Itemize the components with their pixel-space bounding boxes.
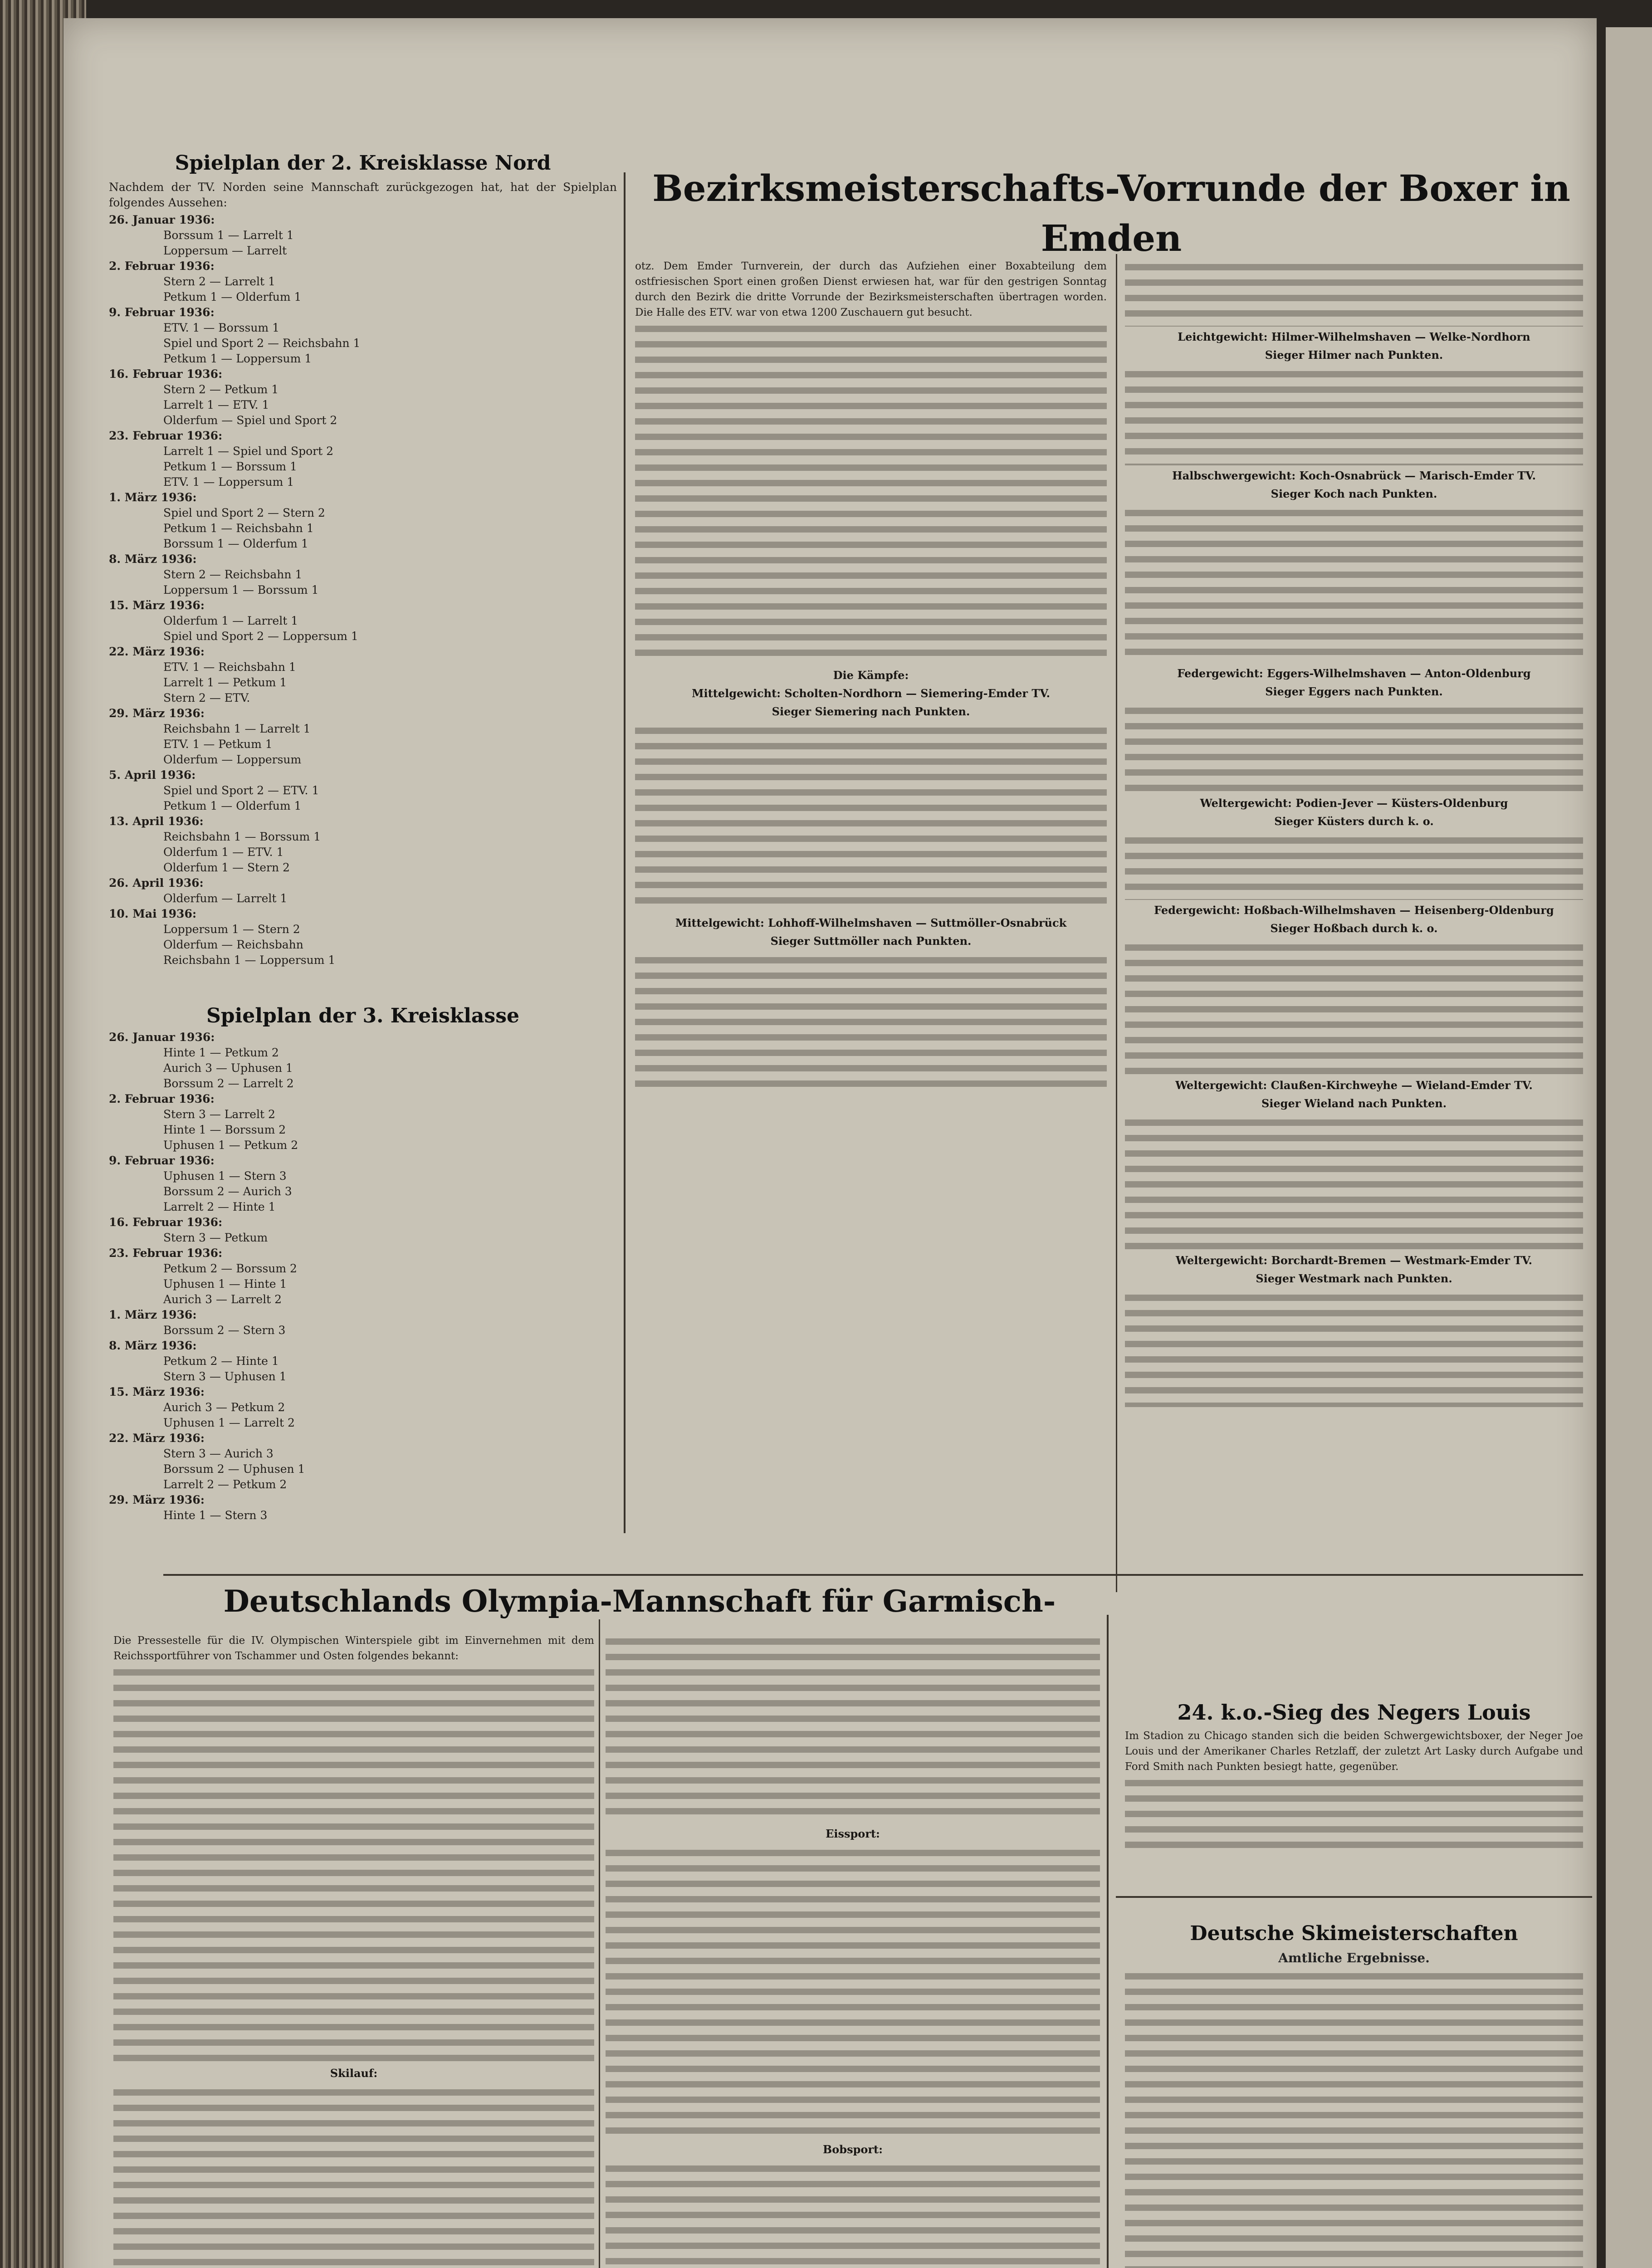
olympia-bobsport-list bbox=[606, 2160, 1100, 2268]
fixture: Olderfum 1 — Stern 2 bbox=[163, 861, 290, 874]
fixture: Larrelt 1 — Spiel und Sport 2 bbox=[163, 445, 334, 458]
round-date: 1. März 1936: bbox=[109, 1308, 197, 1321]
round-date: 22. März 1936: bbox=[109, 1432, 205, 1445]
fixture: Stern 3 — Petkum bbox=[163, 1231, 268, 1244]
fixture: Reichsbahn 1 — Borssum 1 bbox=[163, 830, 321, 843]
fixture: Borssum 2 — Uphusen 1 bbox=[163, 1462, 305, 1476]
ski-title: Deutsche Skimeisterschaften bbox=[1190, 1922, 1518, 1945]
fixture: Uphusen 1 — Stern 3 bbox=[163, 1169, 287, 1183]
bout-result: Sieger Eggers nach Punkten. bbox=[1265, 685, 1443, 698]
fixture: Aurich 3 — Uphusen 1 bbox=[163, 1061, 293, 1075]
olympia-header bbox=[163, 1579, 1116, 1628]
boxing-column-left bbox=[635, 259, 1107, 1565]
round-date: 15. März 1936: bbox=[109, 599, 205, 612]
fixture: ETV. 1 — Petkum 1 bbox=[163, 738, 273, 751]
round-date: 13. April 1936: bbox=[109, 815, 204, 828]
bout-report bbox=[1125, 702, 1583, 793]
fixture: Petkum 1 — Olderfum 1 bbox=[163, 799, 302, 812]
round-date: 2. Februar 1936: bbox=[109, 259, 215, 273]
fixture: Olderfum 1 — ETV. 1 bbox=[163, 846, 284, 859]
column-rule bbox=[1107, 1615, 1109, 2268]
olympia-intro: Die Pressestelle für die IV. Olympischen Winterspiele gibt im Einvernehmen mit dem Reichssportführer von Tschammer und Osten folgendes bekannt: bbox=[113, 1635, 594, 1662]
bout-class: Mittelgewicht: Scholten-Nordhorn — Siemering-Emder TV. bbox=[691, 687, 1051, 700]
round-date: 16. Februar 1936: bbox=[109, 1216, 223, 1229]
fixture: Spiel und Sport 2 — Stern 2 bbox=[163, 506, 325, 519]
bout-class: Halbschwergewicht: Koch-Osnabrück — Marisch-Emder TV. bbox=[1172, 469, 1536, 482]
fixture: Hinte 1 — Borssum 2 bbox=[163, 1123, 286, 1136]
louis-text-rest bbox=[1125, 1774, 1583, 1856]
fixture: Petkum 1 — Olderfum 1 bbox=[163, 290, 302, 303]
fixture: Aurich 3 — Larrelt 2 bbox=[163, 1293, 282, 1306]
fixture: Uphusen 1 — Larrelt 2 bbox=[163, 1416, 295, 1429]
round-date: 1. März 1936: bbox=[109, 491, 197, 504]
bout-report bbox=[1125, 939, 1583, 1075]
olympia-column-middle bbox=[606, 1633, 1100, 2268]
bout-class: Weltergewicht: Claußen-Kirchweyhe — Wieland-Emder TV. bbox=[1175, 1079, 1533, 1092]
round-date: 29. März 1936: bbox=[109, 1493, 205, 1506]
round-date: 8. März 1936: bbox=[109, 552, 197, 566]
fixture: Spiel und Sport 2 — ETV. 1 bbox=[163, 784, 319, 797]
round-date: 10. Mai 1936: bbox=[109, 907, 197, 920]
fixture: Borssum 2 — Aurich 3 bbox=[163, 1185, 292, 1198]
fixture: Borssum 1 — Olderfum 1 bbox=[163, 537, 308, 550]
fixture: Olderfum — Loppersum bbox=[163, 753, 302, 766]
bout-class: Weltergewicht: Borchardt-Bremen — Westmark-Emder TV. bbox=[1175, 1254, 1533, 1267]
bout-class: Leichtgewicht: Hilmer-Wilhelmshaven — Welke-Nordhorn bbox=[1178, 330, 1530, 343]
bout-class: Federgewicht: Eggers-Wilhelmshaven — Anton-Oldenburg bbox=[1177, 667, 1531, 680]
round-date: 26. Januar 1936: bbox=[109, 1031, 215, 1044]
fixture: ETV. 1 — Reichsbahn 1 bbox=[163, 660, 296, 674]
olympia-bobsport-heading: Bobsport: bbox=[823, 2143, 883, 2156]
fixture: Hinte 1 — Stern 3 bbox=[163, 1509, 268, 1522]
fixture: ETV. 1 — Borssum 1 bbox=[163, 321, 279, 334]
fixture: Stern 2 — Larrelt 1 bbox=[163, 275, 275, 288]
fixture: Petkum 2 — Borssum 2 bbox=[163, 1262, 297, 1275]
round-date: 23. Februar 1936: bbox=[109, 1246, 223, 1260]
bout-report bbox=[635, 952, 1107, 1088]
fixture: Olderfum — Reichsbahn bbox=[163, 938, 303, 951]
bout-report bbox=[1125, 1114, 1583, 1250]
bout-result: Sieger Westmark nach Punkten. bbox=[1256, 1272, 1452, 1285]
olympia-column-left bbox=[113, 1633, 594, 2268]
bout-result: Sieger Siemering nach Punkten. bbox=[772, 705, 970, 718]
fixture: Loppersum 1 — Stern 2 bbox=[163, 923, 300, 936]
ski-subtitle: Amtliche Ergebnisse. bbox=[1278, 1950, 1430, 1965]
round-date: 29. März 1936: bbox=[109, 707, 205, 720]
section-rule bbox=[1116, 1896, 1592, 1898]
fixture: Stern 2 — ETV. bbox=[163, 691, 250, 704]
fixture: Borssum 1 — Larrelt 1 bbox=[163, 229, 294, 242]
fixture: Borssum 2 — Stern 3 bbox=[163, 1324, 286, 1337]
ski-article bbox=[1125, 1919, 1583, 2268]
round-date: 26. April 1936: bbox=[109, 876, 204, 890]
olympia-eissport-list bbox=[606, 1844, 1100, 2139]
fixture: Olderfum — Larrelt 1 bbox=[163, 892, 288, 905]
fixture: Aurich 3 — Petkum 2 bbox=[163, 1401, 285, 1414]
fixture: Loppersum 1 — Borssum 1 bbox=[163, 583, 319, 596]
round-date: 2. Februar 1936: bbox=[109, 1092, 215, 1105]
schedule-2-kreisklasse bbox=[109, 150, 617, 1002]
fixture: Stern 3 — Larrelt 2 bbox=[163, 1108, 275, 1121]
schedule-2-rounds bbox=[109, 212, 617, 968]
round-date: 22. März 1936: bbox=[109, 645, 205, 658]
bout-report bbox=[1125, 832, 1583, 900]
fixture: Olderfum 1 — Larrelt 1 bbox=[163, 614, 298, 627]
round-date: 16. Februar 1936: bbox=[109, 367, 223, 381]
fixture: ETV. 1 — Loppersum 1 bbox=[163, 475, 294, 489]
column-rule bbox=[624, 172, 626, 1533]
olympia-eissport-heading: Eissport: bbox=[826, 1827, 880, 1840]
round-date: 26. Januar 1936: bbox=[109, 213, 215, 226]
fixture: Spiel und Sport 2 — Loppersum 1 bbox=[163, 630, 358, 643]
round-date: 9. Februar 1936: bbox=[109, 1154, 215, 1167]
round-date: 9. Februar 1936: bbox=[109, 306, 215, 319]
bout-result: Sieger Koch nach Punkten. bbox=[1271, 487, 1437, 500]
fixture: Loppersum — Larrelt bbox=[163, 244, 287, 257]
fixture: Uphusen 1 — Petkum 2 bbox=[163, 1139, 298, 1152]
fixture: Stern 2 — Petkum 1 bbox=[163, 383, 279, 396]
bout-result: Sieger Hoßbach durch k. o. bbox=[1270, 922, 1438, 935]
olympia-title: Deutschlands Olympia-Mannschaft für Garmisch- bbox=[223, 1584, 1056, 1619]
fixture: Stern 3 — Uphusen 1 bbox=[163, 1370, 287, 1383]
louis-title: 24. k.o.-Sieg des Negers Louis bbox=[1177, 1700, 1531, 1725]
bout-report bbox=[635, 722, 1107, 913]
fixture: Spiel und Sport 2 — Reichsbahn 1 bbox=[163, 337, 361, 350]
louis-article bbox=[1125, 1696, 1583, 1892]
olympia-skilauf-heading: Skilauf: bbox=[330, 2067, 378, 2080]
fixture: Reichsbahn 1 — Larrelt 1 bbox=[163, 722, 311, 735]
fixture: Stern 2 — Reichsbahn 1 bbox=[163, 568, 303, 581]
bout-report bbox=[1125, 1289, 1583, 1407]
fixture: Stern 3 — Aurich 3 bbox=[163, 1447, 274, 1460]
ski-results bbox=[1125, 1968, 1583, 2268]
boxing-column-right bbox=[1125, 259, 1583, 1565]
fixture: Borssum 2 — Larrelt 2 bbox=[163, 1077, 294, 1090]
fixture: Petkum 1 — Borssum 1 bbox=[163, 460, 297, 473]
bout-report bbox=[1125, 366, 1583, 465]
boxing-intro: otz. Dem Emder Turnverein, der durch das Aufziehen einer Boxabteilung dem ostfriesischen Sport einen großen Dienst erwiesen hat, war für den gestrigen Sonntag durch den Bezirk die dritte Vorrunde der Bezirksmeisterschaften übertragen worden. Die Halle des ETV. war von etwa 1200 Zuschauern gut besucht. bbox=[635, 260, 1107, 318]
olympia-list bbox=[606, 1633, 1100, 1823]
round-date: 15. März 1936: bbox=[109, 1385, 205, 1398]
round-date: 5. April 1936: bbox=[109, 768, 196, 782]
bout-result: Sieger Küsters durch k. o. bbox=[1274, 815, 1434, 828]
bout-report bbox=[1125, 504, 1583, 663]
bout-result: Sieger Wieland nach Punkten. bbox=[1261, 1097, 1447, 1110]
schedule-2-intro: Nachdem der TV. Norden seine Mannschaft zurückgezogen hat, hat der Spielplan folgendes Aussehen: bbox=[109, 181, 617, 209]
bouts-heading: Die Kämpfe: bbox=[833, 669, 909, 682]
boxing-title: Bezirksmeisterschafts-Vorrunde der Boxer in Emden bbox=[652, 167, 1570, 254]
fixture: Petkum 1 — Reichsbahn 1 bbox=[163, 522, 314, 535]
bout-result: Sieger Suttmöller nach Punkten. bbox=[770, 934, 972, 948]
schedule-2-title: Spielplan der 2. Kreisklasse Nord bbox=[175, 152, 551, 175]
louis-text: Im Stadion zu Chicago standen sich die beiden Schwergewichtsboxer, der Neger Joe Louis und der Amerikaner Charles Retzlaff, der zuletzt Art Lasky durch Aufgabe und Ford Smith nach Punkten besiegt hatte, gegenüber. bbox=[1125, 1730, 1583, 1773]
fixture: Hinte 1 — Petkum 2 bbox=[163, 1046, 279, 1059]
fixture: Larrelt 1 — ETV. 1 bbox=[163, 398, 269, 411]
bout-class: Mittelgewicht: Lohhoff-Wilhelmshaven — Suttmöller-Osnabrück bbox=[675, 916, 1067, 929]
olympia-text bbox=[113, 1664, 594, 2063]
boxing-text-block bbox=[635, 320, 1107, 665]
schedule-3-kreisklasse bbox=[109, 1002, 617, 1565]
fixture: Larrelt 1 — Petkum 1 bbox=[163, 676, 287, 689]
bout-result: Sieger Hilmer nach Punkten. bbox=[1265, 348, 1443, 362]
bout-class: Federgewicht: Hoßbach-Wilhelmshaven — Heisenberg-Oldenburg bbox=[1154, 904, 1554, 917]
fixture: Petkum 2 — Hinte 1 bbox=[163, 1354, 279, 1368]
boxing-header bbox=[635, 163, 1588, 254]
column-rule bbox=[599, 1619, 600, 2268]
bout-report bbox=[1125, 259, 1583, 327]
facing-page-edge bbox=[1606, 27, 1652, 2268]
column-rule bbox=[1116, 254, 1117, 1592]
round-date: 23. Februar 1936: bbox=[109, 429, 223, 442]
bout-class: Weltergewicht: Podien-Jever — Küsters-Oldenburg bbox=[1200, 797, 1508, 810]
fixture: Reichsbahn 1 — Loppersum 1 bbox=[163, 953, 336, 967]
fixture: Petkum 1 — Loppersum 1 bbox=[163, 352, 312, 365]
fixture: Olderfum — Spiel und Sport 2 bbox=[163, 414, 337, 427]
section-rule bbox=[163, 1574, 1583, 1576]
fixture: Larrelt 2 — Hinte 1 bbox=[163, 1200, 276, 1213]
fixture: Uphusen 1 — Hinte 1 bbox=[163, 1277, 287, 1290]
schedule-3-title: Spielplan der 3. Kreisklasse bbox=[206, 1004, 519, 1027]
schedule-3-rounds bbox=[109, 1030, 617, 1523]
round-date: 8. März 1936: bbox=[109, 1339, 197, 1352]
olympia-skilauf-list bbox=[113, 2084, 594, 2268]
fixture: Larrelt 2 — Petkum 2 bbox=[163, 1478, 287, 1491]
